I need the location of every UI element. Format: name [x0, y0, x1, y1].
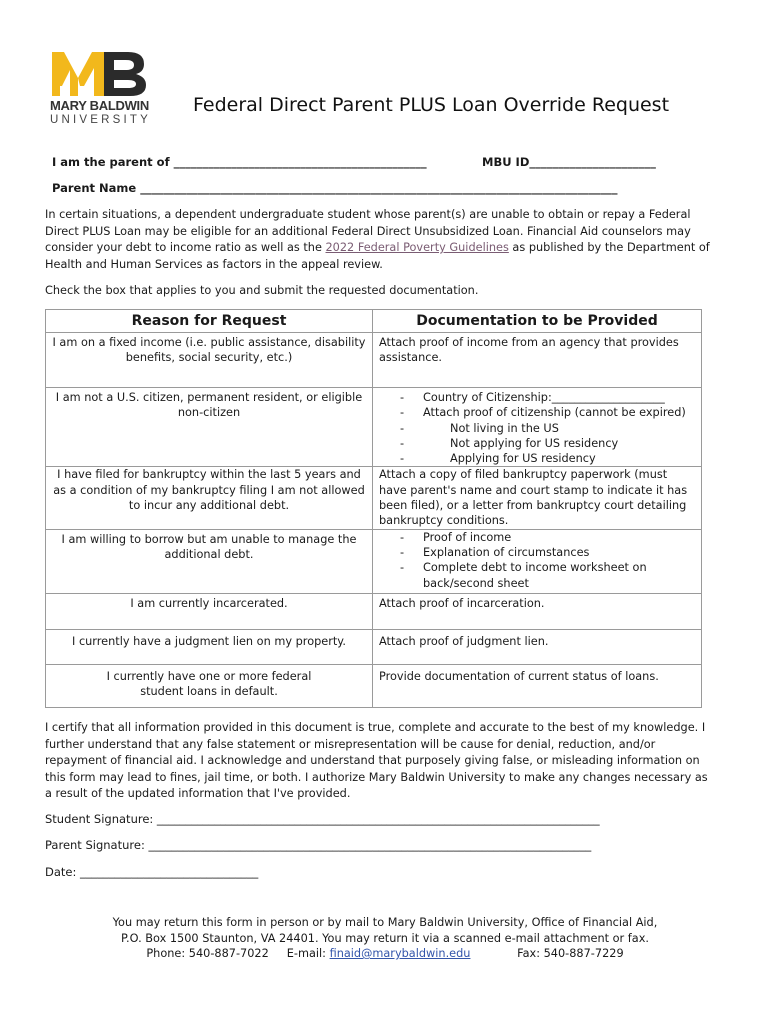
intro-text-end: as published by the Department of Health and Human Services as factors in the appeal review. [45, 241, 710, 271]
intro-text: In certain situations, a dependent undergraduate student whose parent(s) are unable to obtain or repay a Federal Direct PLUS Loan may be eligible for an additional Federal Direct Unsubsidized Loan. Financial Aid counselors may consider your debt to income ratio as well as the [45, 208, 691, 255]
reasons-table [45, 309, 702, 708]
documentation-list [379, 390, 697, 466]
header-reason: Reason for Request [46, 310, 373, 333]
reason-cell: I am not a U.S. citizen, permanent resident, or eligible non-citizen [46, 388, 373, 467]
parent-name-field[interactable]: Parent Name ___________________________________________________________________________________ [52, 181, 618, 195]
poverty-guidelines-link[interactable]: 2022 Federal Poverty Guidelines [325, 241, 509, 255]
footer-email-label: E-mail: [286, 947, 326, 960]
certification-paragraph: I certify that all information provided in this document is true, complete and accurate to the best of my knowledge. I further understand that any false statement or misrepresentation will be cause for denial, reduction, and/or repayment of financial aid. I acknowledge and understand that purposely giving false, or misleading information on this form may lead to fines, jail time, or both. I authorize Mary Baldwin University to make any changes necessary as a result of the updated information that I've provided. [45, 721, 708, 801]
parent-of-field[interactable]: I am the parent of ____________________________________________ [52, 155, 427, 169]
list-item: - Proof of income [379, 530, 697, 545]
table-row[interactable] [46, 664, 702, 707]
reason-cell: I am on a fixed income (i.e. public assistance, disability benefits, social security, etc.) [46, 333, 373, 388]
documentation-cell [373, 388, 702, 467]
list-item[interactable]: - Not living in the US [379, 421, 697, 436]
form-title: Federal Direct Parent PLUS Loan Override Request [193, 94, 670, 116]
list-item[interactable]: - Applying for US residency [379, 451, 697, 466]
list-item[interactable]: - Not applying for US residency [379, 436, 697, 451]
reason-cell: I currently have a judgment lien on my property. [46, 629, 373, 664]
parent-signature-field[interactable]: Parent Signature: _____________________________________________________________________________ [45, 838, 592, 852]
header-documentation: Documentation to be Provided [373, 310, 702, 333]
table-header-row [46, 310, 702, 333]
documentation-cell: Attach a copy of filed bankruptcy paperwork (must have parent's name and court stamp to indicate it has been filed), or a letter from bankruptcy court detailing bankruptcy conditions. [373, 467, 702, 529]
documentation-cell: Attach proof of incarceration. [373, 593, 702, 629]
logo-university: UNIVERSITY [50, 114, 152, 126]
documentation-cell: Attach proof of judgment lien. [373, 629, 702, 664]
reason-cell: I have filed for bankruptcy within the last 5 years and as a condition of my bankruptcy filing I am not allowed to incur any additional debt. [46, 467, 373, 529]
documentation-cell: Attach proof of income from an agency that provides assistance. [373, 333, 702, 388]
intro-paragraph [45, 207, 725, 273]
table-row[interactable] [46, 467, 702, 529]
documentation-cell: Provide documentation of current status of loans. [373, 664, 702, 707]
footer-line-2: P.O. Box 1500 Staunton, VA 24401. You may return it via a scanned e-mail attachment or fax. [121, 932, 649, 945]
footer-contact [40, 946, 730, 962]
mbu-id-field[interactable]: MBU ID______________________ [482, 155, 656, 169]
table-row[interactable] [46, 333, 702, 388]
footer-email-link[interactable]: finaid@marybaldwin.edu [329, 947, 471, 960]
list-item: - Attach proof of citizenship (cannot be expired) [379, 405, 697, 420]
university-logo [50, 50, 150, 132]
documentation-cell [373, 529, 702, 593]
table-row[interactable] [46, 529, 702, 593]
check-instruction: Check the box that applies to you and submit the requested documentation. [45, 284, 479, 297]
reason-cell: I am currently incarcerated. [46, 593, 373, 629]
table-row[interactable] [46, 388, 702, 467]
date-field[interactable]: Date: _______________________________ [45, 865, 259, 879]
list-item: - Complete debt to income worksheet on back/second sheet [379, 560, 697, 591]
footer-line-1: You may return this form in person or by mail to Mary Baldwin University, Office of Financial Aid, [112, 916, 658, 929]
mb-monogram-icon [50, 50, 150, 98]
reason-cell: I am willing to borrow but am unable to manage the additional debt. [46, 529, 373, 593]
table-row[interactable] [46, 593, 702, 629]
list-item[interactable]: - Country of Citizenship:____________________ [379, 390, 697, 405]
list-item: - Explanation of circumstances [379, 545, 697, 560]
student-signature-field[interactable]: Student Signature: _____________________________________________________________________________ [45, 812, 600, 826]
logo-name: MARY BALDWIN [50, 98, 149, 113]
documentation-list [379, 530, 697, 591]
reason-cell: I currently have one or more federal student loans in default. [46, 664, 373, 707]
footer-fax: Fax: 540-887-7229 [517, 947, 624, 960]
footer-phone: Phone: 540-887-7022 [146, 947, 269, 960]
table-row[interactable] [46, 629, 702, 664]
